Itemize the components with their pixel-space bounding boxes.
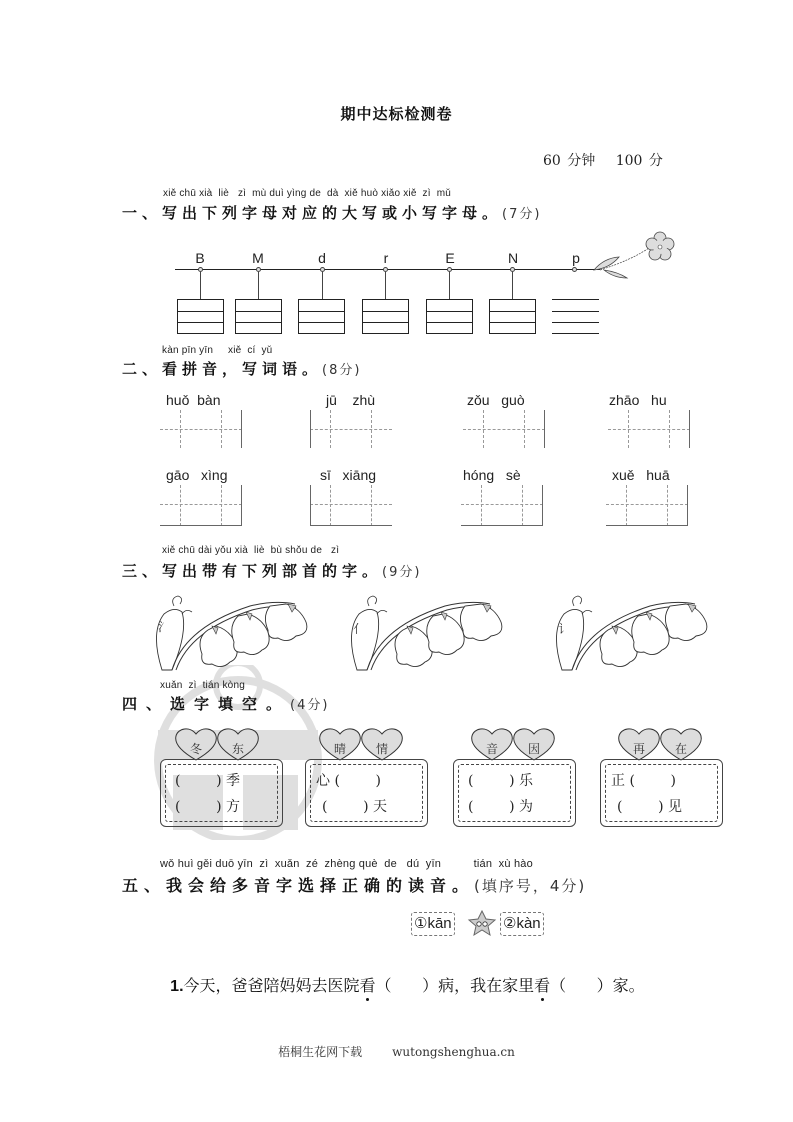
fill-row[interactable]: ( ) 见	[617, 799, 682, 815]
section2-score: (8分)	[322, 363, 362, 378]
writing-grid-1[interactable]	[160, 410, 242, 448]
page-title: 期中达标检测卷	[340, 105, 453, 123]
radical-flower-2[interactable]	[345, 592, 520, 672]
section5-score: (填序号，4分)	[474, 877, 587, 895]
writing-grid-8[interactable]	[606, 485, 688, 526]
section4-title: 选字填空。	[170, 695, 291, 713]
section5-heading	[122, 873, 586, 896]
writing-grid-6[interactable]	[310, 485, 392, 526]
connector-stem	[200, 272, 201, 299]
word-pinyin-3: zǒu guò	[467, 392, 525, 408]
footer	[0, 1043, 793, 1060]
connector-stem	[385, 272, 386, 299]
letter-4: r	[383, 250, 389, 266]
exam-meta	[543, 150, 677, 170]
answer-box-2[interactable]	[235, 299, 282, 334]
writing-grid-4[interactable]	[608, 410, 690, 448]
word-pinyin-6: sī xiāng	[320, 467, 377, 483]
section2-pinyin: kàn pīn yīn xiě cí yǔ	[162, 345, 273, 356]
answer-box-6[interactable]	[489, 299, 536, 334]
answer-box-3[interactable]	[298, 299, 345, 334]
section4-number: 四、	[122, 695, 171, 713]
section5-pinyin: wǒ huì gěi duō yīn zì xuǎn zé zhèng què de dú yīn tián xù hào	[160, 858, 533, 870]
section4-score: (4分)	[290, 698, 330, 713]
radical-flower-1[interactable]	[150, 592, 325, 672]
footer-site-url[interactable]: wutongshenghua.cn	[392, 1045, 515, 1059]
writing-grid-3[interactable]	[463, 410, 545, 448]
bellflower-icon	[345, 592, 520, 672]
radical-3: 讠	[558, 622, 571, 636]
letter-2: M	[252, 250, 264, 266]
section3-heading	[122, 560, 421, 581]
section3-number: 三、	[122, 562, 163, 580]
radical-1: 氵	[158, 620, 171, 634]
answer-box-4[interactable]	[362, 299, 409, 334]
answer-blank[interactable]: （ ）病，我在家里	[375, 976, 535, 995]
answer-box-1[interactable]	[177, 299, 224, 334]
target-char: 看	[359, 976, 376, 995]
fill-card-2	[305, 759, 428, 827]
reading-option-1: ①kān	[411, 912, 455, 936]
choice-2b: 情	[375, 742, 388, 756]
choice-4a: 再	[632, 742, 645, 756]
letter-6: N	[507, 250, 519, 266]
choice-3a: 音	[485, 742, 498, 756]
answer-box-5[interactable]	[426, 299, 473, 334]
letter-5: E	[445, 250, 455, 266]
bellflower-icon	[550, 592, 725, 672]
choice-2a: 晴	[333, 742, 346, 756]
section4-heading	[122, 693, 329, 714]
fill-card-3	[453, 759, 576, 827]
target-char: 看	[534, 976, 551, 995]
word-pinyin-7: hóng sè	[463, 467, 521, 483]
answer-box-7[interactable]	[552, 299, 599, 334]
fill-row[interactable]: ( ) 天	[322, 799, 387, 815]
section3-pinyin: xiě chū dài yǒu xià liè bù shǒu de zì	[162, 545, 340, 556]
flower-icon	[592, 230, 682, 280]
fill-row[interactable]: ( ) 为	[468, 799, 533, 815]
fill-card-4	[600, 759, 723, 827]
fill-row[interactable]: ( ) 方	[175, 799, 240, 815]
word-pinyin-1: huǒ bàn	[166, 392, 221, 408]
fill-row[interactable]: 心 ( )	[316, 773, 381, 789]
section1-pinyin: xiě chū xià liè zì mù duì yìng de dà xiě huò xiǎo xiě zì mǔ	[163, 188, 451, 199]
fill-row[interactable]: ( ) 乐	[468, 773, 533, 789]
section1-number: 一、	[122, 204, 163, 222]
choice-4b: 在	[674, 742, 687, 756]
letter-7: p	[572, 250, 580, 266]
section1-heading	[122, 202, 541, 223]
connector-stem	[512, 272, 513, 299]
question-1	[160, 954, 645, 996]
answer-blank[interactable]: （ ）家。	[550, 976, 645, 995]
footer-site-name: 梧桐生花网下载	[278, 1045, 363, 1059]
duration: 60 分钟	[543, 153, 596, 169]
choice-1a: 冬	[189, 742, 202, 756]
section2-heading	[122, 358, 361, 379]
section1-title: 写出下列字母对应的大写或小写字母。	[162, 204, 503, 222]
letter-3: d	[318, 250, 326, 266]
reading-option-2: ②kàn	[500, 912, 544, 936]
bellflower-icon	[150, 592, 325, 672]
word-pinyin-5: gāo xìng	[166, 467, 228, 483]
section5-title: 我会给多音字选择正确的读音。	[166, 876, 475, 895]
connector-stem	[449, 272, 450, 299]
section1-score: (7分)	[502, 207, 542, 222]
star-face-icon	[467, 909, 497, 937]
word-pinyin-4: zhāo hu	[609, 392, 667, 408]
total-score: 100 分	[615, 153, 663, 169]
section2-number: 二、	[122, 360, 163, 378]
connector-stem	[258, 272, 259, 299]
radical-flower-3[interactable]	[550, 592, 725, 672]
section4-pinyin: xuǎn zì tián kòng	[160, 680, 245, 691]
radical-2: 亻	[353, 622, 366, 636]
word-pinyin-8: xuě huā	[612, 467, 670, 483]
fill-card-1	[160, 759, 283, 827]
section3-title: 写出带有下列部首的字。	[162, 562, 383, 580]
question-number: 1.	[170, 978, 184, 995]
writing-grid-2[interactable]	[310, 410, 392, 448]
word-pinyin-2: jū zhù	[326, 392, 376, 408]
section3-score: (9分)	[382, 565, 422, 580]
question-text: 今天，爸爸陪妈妈去医院	[183, 976, 360, 995]
writing-grid-5[interactable]	[160, 485, 242, 526]
writing-grid-7[interactable]	[461, 485, 543, 526]
choice-1b: 东	[231, 742, 244, 756]
letter-1: B	[195, 250, 205, 266]
connector-dot	[572, 267, 577, 272]
fill-row[interactable]: ( ) 季	[175, 773, 240, 789]
section5-number: 五、	[122, 876, 167, 895]
fill-row[interactable]: 正 ( )	[611, 773, 676, 789]
choice-3b: 因	[527, 742, 540, 756]
connector-stem	[322, 272, 323, 299]
section2-title: 看拼音，写词语。	[162, 360, 323, 378]
